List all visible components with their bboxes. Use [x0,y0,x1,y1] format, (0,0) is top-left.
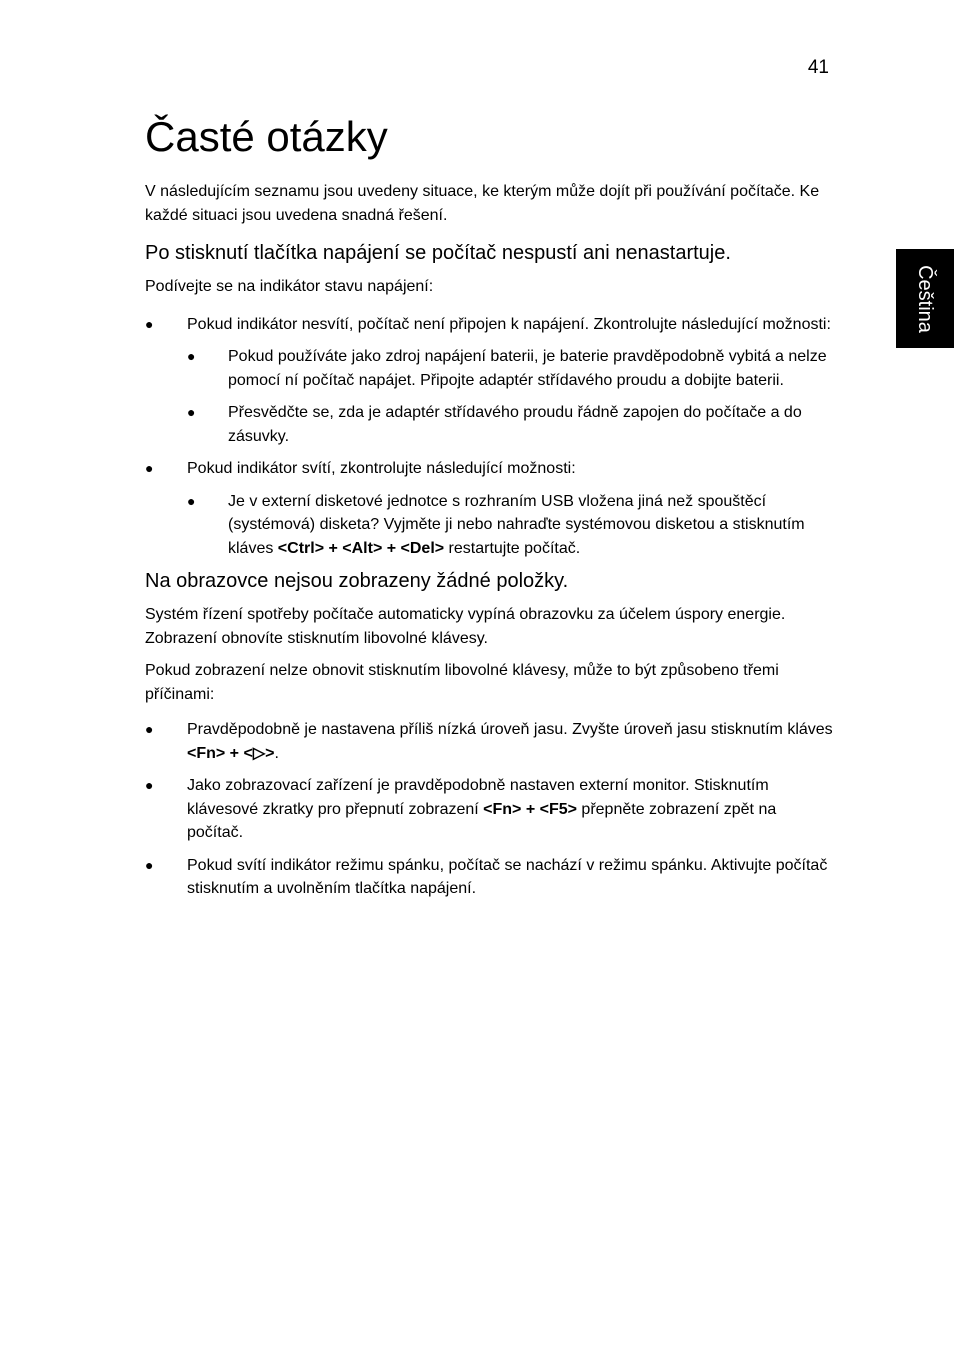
bullet-icon: ● [145,460,154,476]
page-number: 41 [807,57,829,78]
section-heading-display: Na obrazovce nejsou zobrazeny žádné položky. [145,570,569,592]
list-item-text: Pokud indikátor svítí, zkontrolujte následující možnosti: [187,460,576,477]
list-item [145,457,835,560]
section-heading-power: Po stisknutí tlačítka napájení se počítač nespustí ani nenastartuje. [145,242,731,264]
page-content [145,110,835,910]
display-checklist [145,718,835,901]
list-item-text: Pokud indikátor nesvítí, počítač není připojen k napájení. Zkontrolujte následující možnosti: [187,315,831,333]
page-title: Časté otázky [145,113,388,160]
power-lead-paragraph: Podívejte se na indikátor stavu napájení: [145,278,434,295]
list-item-text: Jako zobrazovací zařízení je pravděpodobně nastaven externí monitor. Stisknutím klávesové zkratky pro přepnutí zobrazení [187,777,769,818]
sub-list [187,345,835,448]
bullet-icon: ● [187,348,196,364]
bullet-icon: ● [145,777,154,793]
intro-paragraph: V následujícím seznamu jsou uvedeny situace, ke kterým může dojít při používání počítače. Ke každé situaci jsou uvedena snadná řešení. [145,183,820,224]
bullet-icon: ● [187,492,196,509]
list-item-text: restartujte počítač. [444,539,581,557]
list-item [145,718,835,765]
list-item-text: Je v externí disketové jednotce s rozhraním USB vložena jiná než spouštěcí (systémová) disketa? Vyjměte ji nebo nahraďte systémovou disketou a stisknutím kláves [228,492,805,557]
list-item [145,313,835,449]
list-item-text: Pokud používáte jako zdroj napájení baterii, je baterie pravděpodobně vybitá a nelze pomocí ní počítač napájet. Připojte adaptér střídavého proudu a dobijte baterii. [228,348,827,389]
bullet-icon: ● [145,315,154,332]
sub-list [187,490,835,561]
key-combination: <Ctrl> + <Alt> + <Del> [277,539,445,557]
list-item [187,490,835,561]
list-item-text: Pokud svítí indikátor režimu spánku, počítač se nachází v režimu spánku. Aktivujte počítač stisknutím a uvolněním tlačítka napájení. [187,856,828,897]
power-checklist [145,313,835,561]
list-item [187,401,835,448]
list-item-text: . [274,744,279,762]
key-combination: <Fn> + <F5> [483,800,577,818]
language-tab [896,249,954,348]
list-item [187,345,835,392]
display-paragraph-1: Systém řízení spotřeby počítače automaticky vypíná obrazovku za účelem úspory energie. Zobrazení obnovíte stisknutím libovolné klávesy. [145,606,786,647]
display-paragraph-2: Pokud zobrazení nelze obnovit stisknutím libovolné klávesy, může to být způsobeno třemi příčinami: [145,662,779,703]
list-item-text: přepněte zobrazení zpět na počítač. [187,800,777,841]
list-item [145,774,835,845]
key-combination: <Fn> + <▷> [187,744,275,762]
bullet-icon: ● [145,721,154,737]
bullet-icon: ● [145,856,154,873]
list-item [145,854,835,901]
bullet-icon: ● [187,404,196,420]
list-item-text: Pravděpodobně je nastavena příliš nízká úroveň jasu. Zvyšte úroveň jasu stisknutím kláves [187,721,833,738]
list-item-text: Přesvědčte se, zda je adaptér střídavého proudu řádně zapojen do počítače a do zásuvky. [228,404,802,445]
language-tab-label: Čeština [914,264,936,333]
